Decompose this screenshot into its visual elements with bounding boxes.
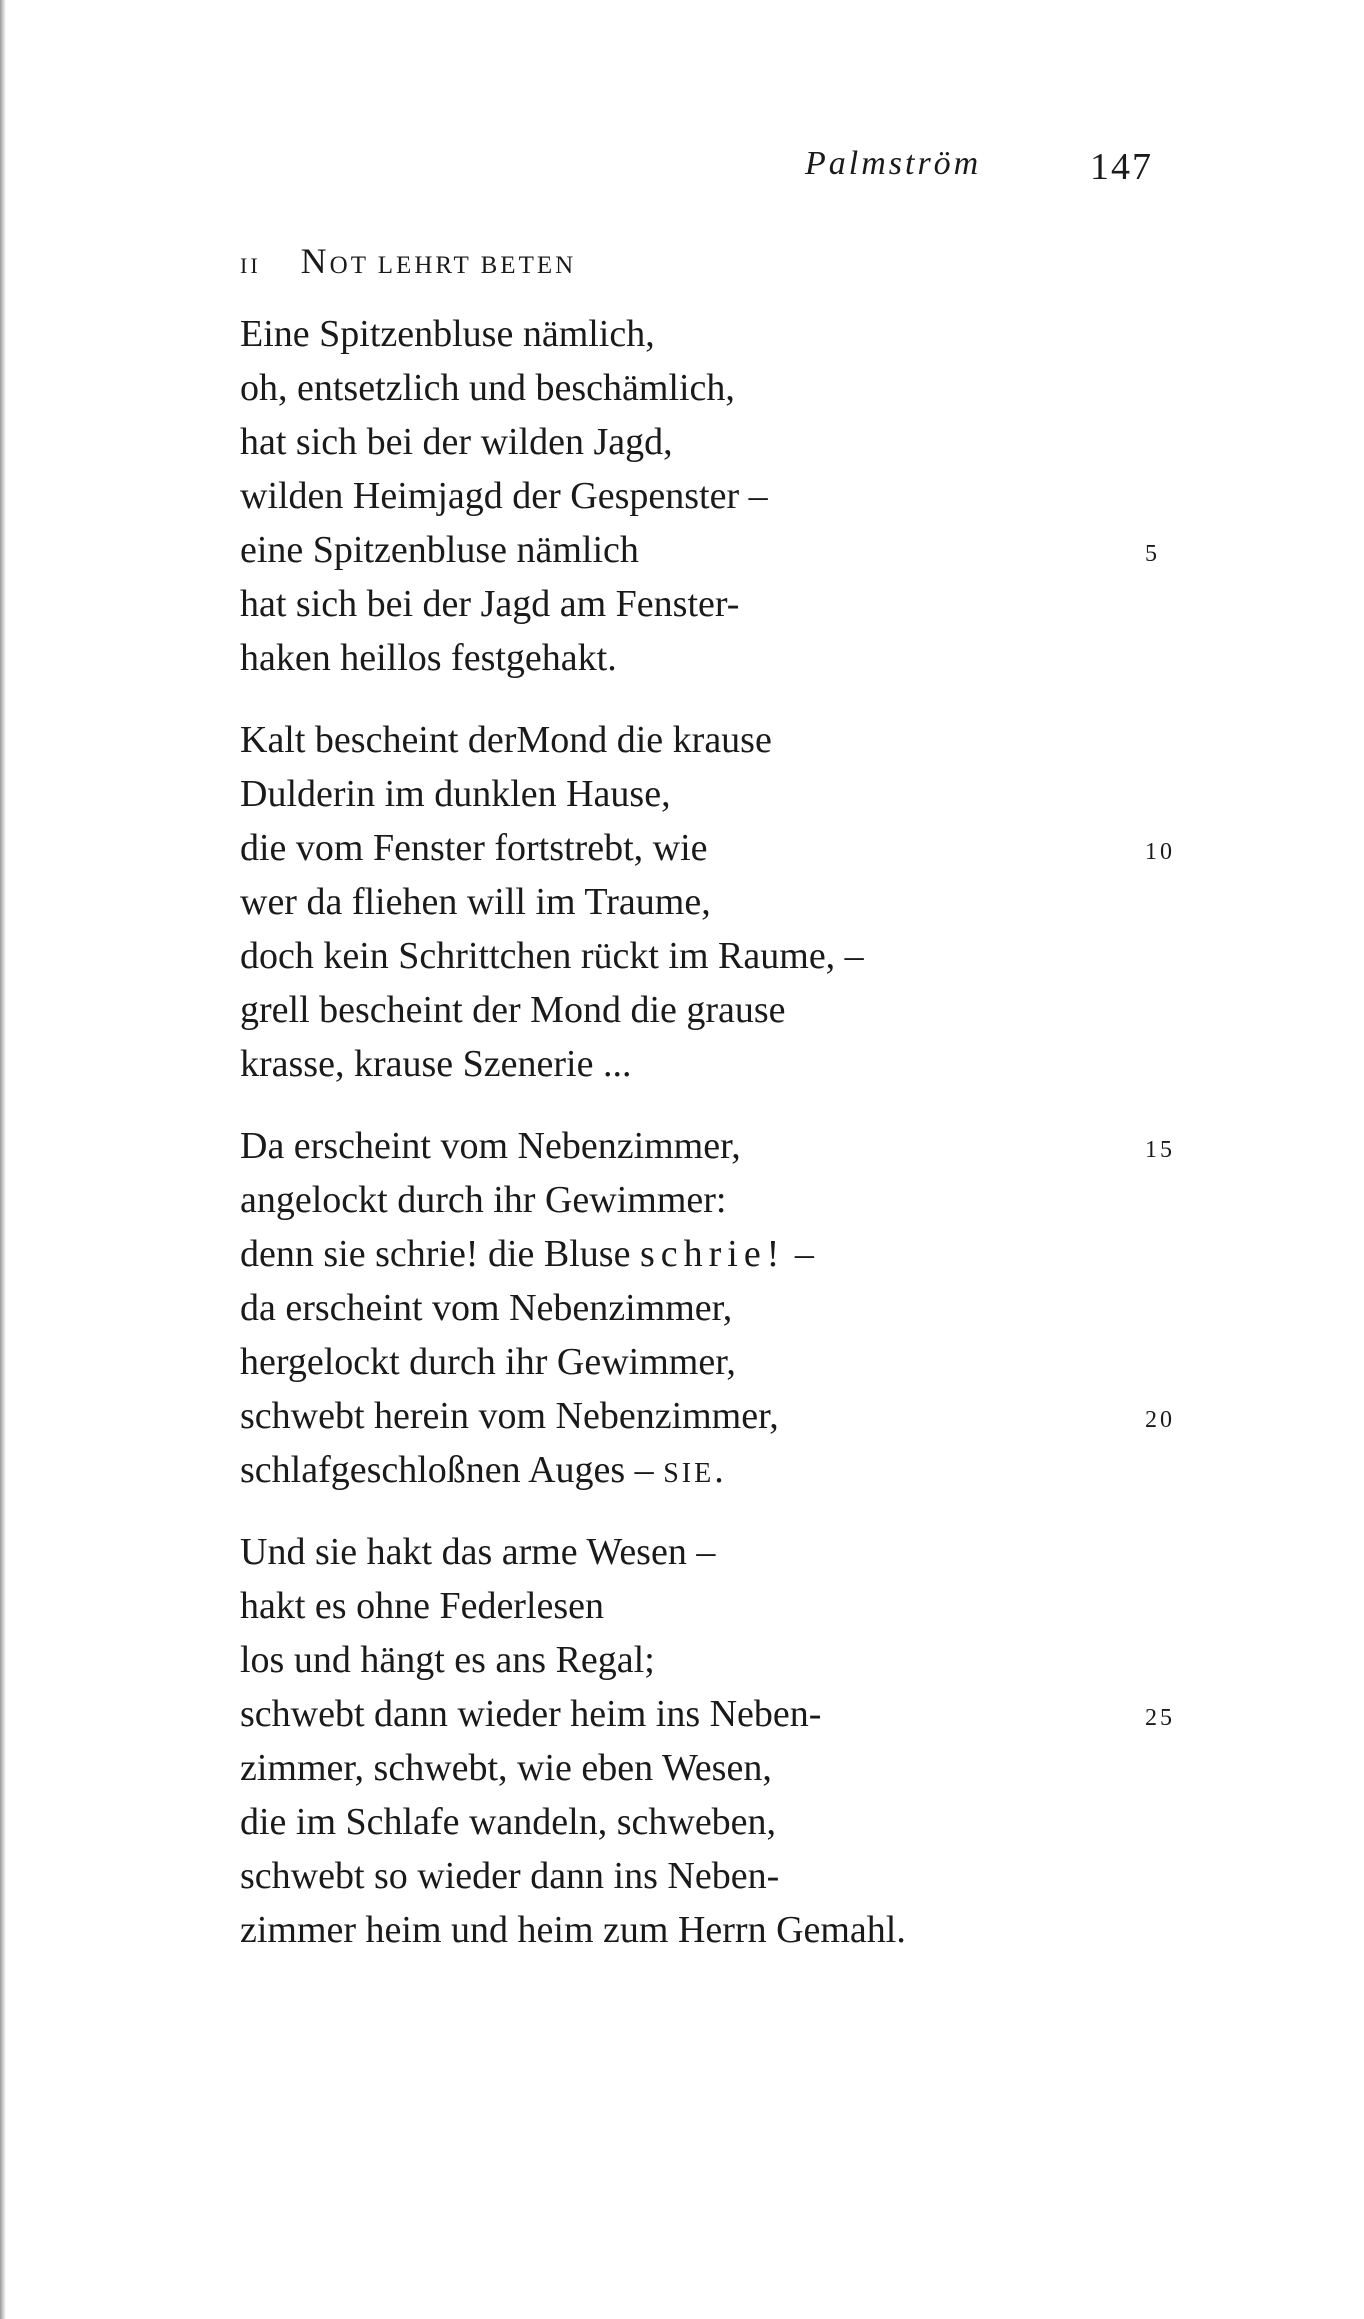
verse-text: hat sich bei der Jagd am Fenster- [240,583,740,625]
verse-text-end: . [714,1449,724,1491]
poem-heading [240,240,576,282]
verse-text-smallcaps: SIE [663,1458,715,1489]
poem-title-initial: N [300,241,330,281]
verse-text: oh, entsetzlich und beschämlich, [240,367,735,409]
stanza-2 [240,713,1240,1091]
verse-line [240,631,1240,685]
verse-text-start: denn sie schrie! die Bluse [240,1233,640,1275]
line-number: 5 [1145,541,1160,567]
verse-text: angelockt durch ihr Gewimmer: [240,1179,727,1221]
verse-text: Eine Spitzenbluse nämlich, [240,313,655,355]
verse-line [240,929,1240,983]
verse-line [240,361,1240,415]
verse-line [240,821,1240,875]
stanza-3 [240,1119,1240,1497]
verse-line [240,1633,1240,1687]
verse-line [240,1173,1240,1227]
verse-line [240,1741,1240,1795]
verse-line [240,1281,1240,1335]
verse-line [240,713,1240,767]
verse-text: Und sie hakt das arme Wesen – [240,1531,716,1573]
verse-text: Da erscheint vom Nebenzimmer, [240,1125,741,1167]
page-number: 147 [1090,146,1153,188]
stanza-4 [240,1525,1240,1957]
line-number: 25 [1145,1705,1175,1731]
verse-line [240,1389,1240,1443]
verse-text: Dulderin im dunklen Hause, [240,773,671,815]
verse-line [240,1579,1240,1633]
poem-number: II [240,253,261,278]
verse-text: schwebt so wieder dann ins Neben- [240,1855,780,1897]
verse-text: hakt es ohne Federlesen [240,1585,605,1627]
verse-text: zimmer heim und heim zum Herrn Gemahl. [240,1909,906,1951]
verse-text: da erscheint vom Nebenzimmer, [240,1287,733,1329]
verse-text: die vom Fenster fortstrebt, wie [240,827,708,869]
verse-line [240,1903,1240,1957]
verse-line [240,1849,1240,1903]
verse-line [240,1227,1240,1281]
verse-line [240,1525,1240,1579]
running-head [0,145,1364,195]
verse-text-start: schlafgeschloßnen Auges – [240,1449,664,1491]
verse-line [240,1119,1240,1173]
verse-line [240,1443,1240,1497]
verse-line [240,415,1240,469]
verse-text: wer da fliehen will im Traume, [240,881,711,923]
verse-text [240,1443,724,1501]
verse-line [240,1687,1240,1741]
verse-line [240,983,1240,1037]
page-edge-shadow [0,0,6,2319]
verse-line [240,577,1240,631]
verse-text: krasse, krause Szenerie ... [240,1043,632,1085]
line-number: 20 [1145,1407,1175,1433]
verse-text: schwebt dann wieder heim ins Neben- [240,1693,822,1735]
verse-text: eine Spitzenbluse nämlich [240,529,639,571]
line-number: 10 [1145,839,1175,865]
verse-line [240,523,1240,577]
line-number: 15 [1145,1137,1175,1163]
verse-text: zimmer, schwebt, wie eben Wesen, [240,1747,772,1789]
verse-line [240,307,1240,361]
stanza-1 [240,307,1240,685]
verse-text: schwebt herein vom Nebenzimmer, [240,1395,779,1437]
verse-line [240,469,1240,523]
verse-text: haken heillos festgehakt. [240,637,617,679]
verse-line [240,875,1240,929]
verse-text: wilden Heimjagd der Gespenster – [240,475,768,517]
verse-text-emphasis: schrie! [639,1233,786,1275]
running-title: Palmström [805,145,982,182]
poem-body [240,307,1240,1985]
verse-text: Kalt bescheint derMond die krause [240,719,772,761]
verse-text: grell bescheint der Mond die grause [240,989,786,1031]
verse-text: die im Schlafe wandeln, schweben, [240,1801,777,1843]
verse-text: doch kein Schrittchen rückt im Raume, – [240,935,864,977]
verse-text: los und hängt es ans Regal; [240,1639,655,1681]
verse-text [240,1227,814,1281]
verse-line [240,1795,1240,1849]
verse-text: hat sich bei der wilden Jagd, [240,421,673,463]
verse-line [240,1037,1240,1091]
verse-text: hergelockt durch ihr Gewimmer, [240,1341,736,1383]
verse-line [240,767,1240,821]
verse-text-end: – [785,1233,814,1275]
poem-title-rest: OT LEHRT BETEN [329,252,577,279]
verse-line [240,1335,1240,1389]
